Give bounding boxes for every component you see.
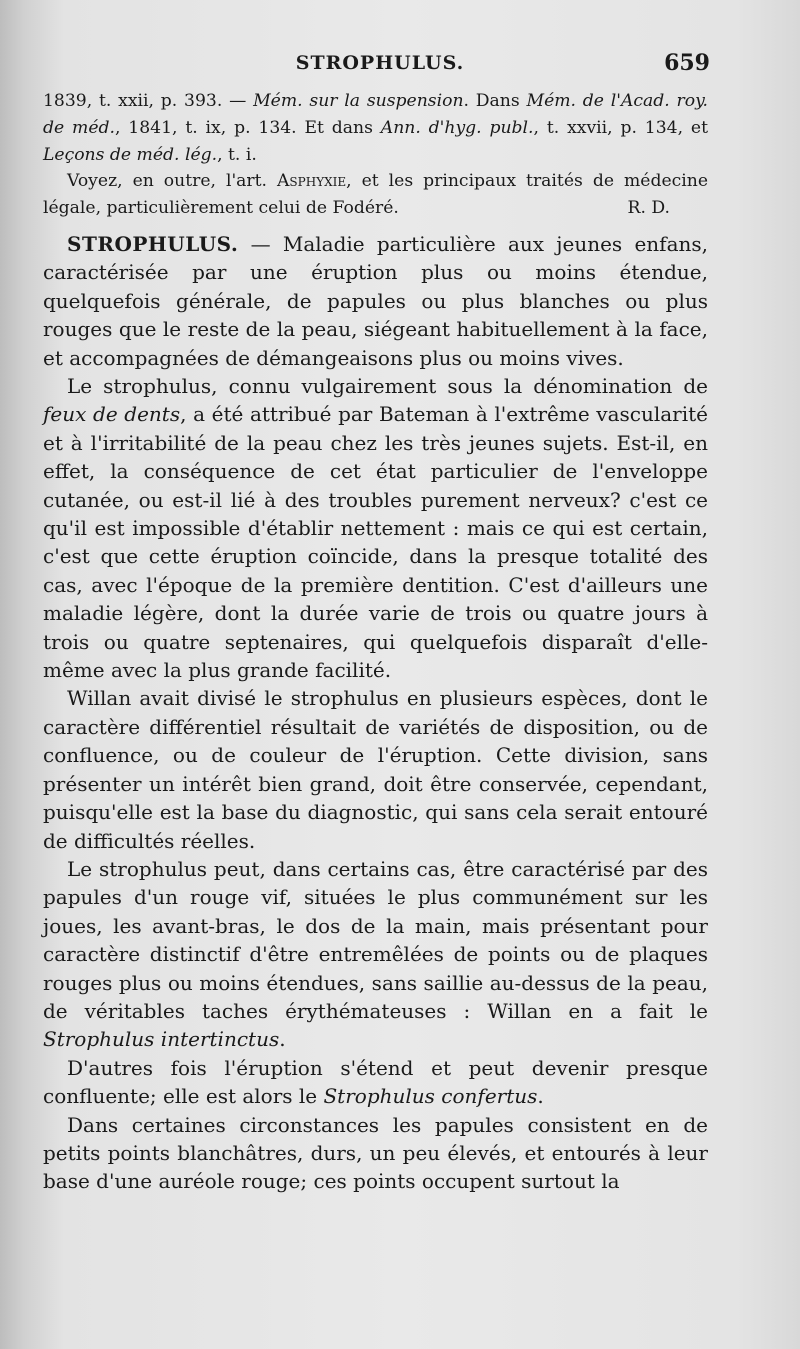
paragraph-text: , a été attribué par Bateman à l'extrême vascularité et à l'irritabilité de la peau chez les très jeunes sujets. Est-il, en effet, la conséquence de cet état particulier de l'enveloppe cutanée, ou est-il lié à des troubles purement nerveux? c'est ce qu'il est impossible d'établir nettement : mais ce qui est certain, c'est que cette éruption coïncide, dans la presque totalité des cas, avec l'époque de la première dentition. C'est d'ailleurs une maladie légère, dont la durée varie de trois ou quatre jours à trois ou quatre septenaires, qui quelquefois disparaît d'elle-même avec la plus grande facilité. (43, 402, 708, 683)
italic-term: Strophulus confertus (323, 1084, 538, 1109)
paragraph: Willan avait divisé le strophulus en plusieurs espèces, dont le caractère différentiel résultait de variétés de disposition, ou de confluence, ou de couleur de l'éruption. Cette division, sans présenter un intérêt bien grand, doit être conservée, cependant, puisqu'elle est la base du diagnostic, qui sans cela serait entouré de difficultés réelles. (43, 686, 708, 853)
footnote-text: , et les principaux traités de médecine légale, particulièrement celui de Fodéré. (43, 171, 708, 219)
footnote-title: Ann. d'hyg. publ. (380, 117, 534, 138)
footnote-references (43, 88, 708, 168)
paragraph-text: D'autres fois l'éruption s'étend et peut devenir presque confluente; elle est alors le (43, 1055, 708, 1109)
cross-reference: Asphyxie (277, 171, 347, 192)
italic-term: Strophulus intertinctus (43, 1027, 280, 1052)
article-headword: STROPHULUS. (67, 231, 239, 256)
italic-term: feux de dents (43, 402, 181, 427)
footnote-title: Mém. de l'Acad. roy. de méd. (43, 91, 708, 138)
page-number: 659 (664, 50, 710, 76)
paragraph-text: . (537, 1084, 544, 1109)
paragraph-text: . (279, 1027, 286, 1052)
footnote-text: Voyez, en outre, l'art. (67, 171, 278, 192)
page-content (43, 88, 708, 1196)
footnote-title: Mém. sur la suspension (253, 91, 464, 111)
paragraph-text: Le strophulus, connu vulgairement sous la dénomination de (67, 374, 708, 399)
paragraph-text: Le strophulus peut, dans certains cas, être caractérisé par des papules d'un rouge vif, situées le plus communément sur les joues, les avant-bras, le dos de la main, mais présentant pour caractère distinctif d'être entremêlées de points ou de plaques rouges plus ou moins étendues, sans saillie au-dessus de la peau, de véritables taches érythémateuses : Willan en a fait le (43, 856, 708, 1023)
paragraph (43, 1054, 708, 1111)
running-head: STROPHULUS. (295, 52, 465, 74)
footnote-see-also (43, 168, 708, 222)
footnote-title: Leçons de méd. lég. (43, 144, 218, 165)
paragraph: Dans certaines circonstances les papules consistent en de petits points blanchâtres, durs, un peu élevés, et entourés à leur base d'une auréole rouge; ces points occupent surtout la (43, 1112, 708, 1194)
footnote-text: 1839, t. xxii, p. 393. — (43, 91, 254, 111)
page-header (0, 50, 800, 80)
footnote-text: , 1841, t. ix, p. 134. Et dans (114, 117, 381, 138)
paragraph-text: — Maladie particulière aux jeunes enfans, caractérisée par une éruption plus ou moins étendue, quelquefois générale, de papules ou plus blanches ou plus rouges que le reste de la peau, siégeant habituellement à la face, et accompagnées de démangeaisons plus ou moins vives. (43, 231, 708, 370)
footnote-text: . Dans (463, 91, 527, 111)
article-intro (43, 230, 708, 372)
footnote-text: , t. i. (217, 144, 257, 165)
paragraph (43, 855, 708, 1054)
footnote-text: , t. xxvii, p. 134, et (533, 117, 708, 138)
paragraph (43, 372, 708, 684)
author-signature: R. D. (627, 198, 670, 219)
